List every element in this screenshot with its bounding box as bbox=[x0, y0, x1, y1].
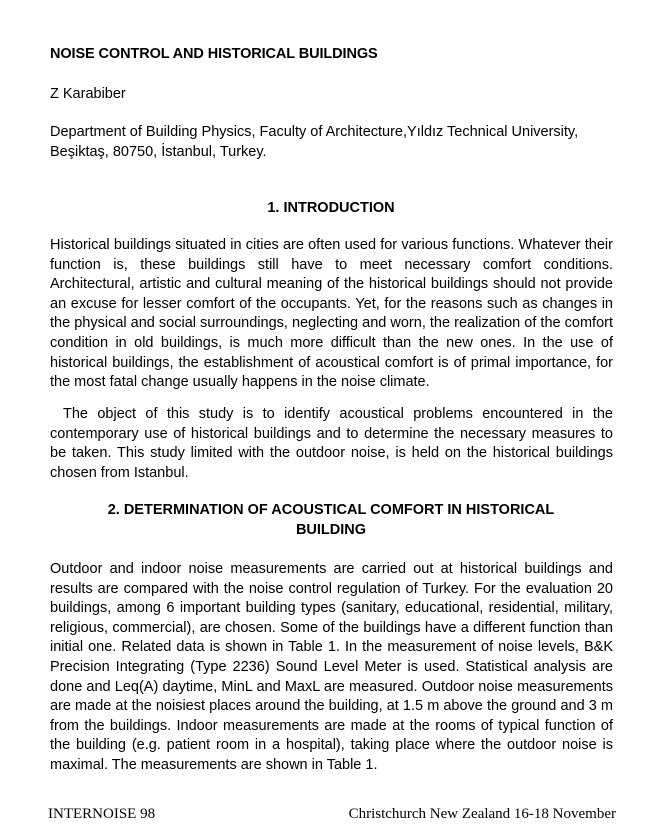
footer-conference: INTERNOISE 98 bbox=[48, 806, 156, 822]
author-name: Z Karabiber bbox=[50, 86, 126, 102]
footer-location-date: Christchurch New Zealand 16-18 November bbox=[348, 806, 616, 822]
section-heading-introduction: 1. INTRODUCTION bbox=[267, 200, 395, 216]
introduction-paragraph-1: Historical buildings situated in cities are often used for various functions. Whatever their function is, these buildings still have to meet necessary comfort conditions. Architectural, artistic and cultural meaning of the historical buildings should not provide an excuse for lesser comfort of the occupants. Yet, for the reasons such as changes in the physical and social surroundings, neglecting and worn, the realization of the comfort condition in old buildings, is much more difficult than the new ones. In the use of historical buildings, the establishment of acoustical comfort is of primal importance, for the most fatal change usually happens in the noise climate. bbox=[50, 237, 613, 391]
section-heading-acoustical-comfort: 2. DETERMINATION OF ACOUSTICAL COMFORT IN HISTORICAL BUILDING bbox=[107, 502, 555, 538]
acoustical-comfort-paragraph: Outdoor and indoor noise measurements are carried out at historical buildings and results are compared with the noise control regulation of Turkey. For the evaluation 20 buildings, among 6 important building types (sanitary, educational, residential, military, religious, commercial), are chosen. Some of the buildings have a different function than initial one. Related data is shown in Table 1. In the measurement of noise levels, B&K Precision Integrating (Type 2236) Sound Level Meter is used. Statistical analysis are done and Leq(A) daytime, MinL and MaxL are measured. Outdoor noise measurements are made at the noisiest places around the building, at 1.5 m above the ground and 3 m from the buildings. Indoor measurements are made at the rooms of typical function of the building (e.g. patient room in a hospital), taking place where the outdoor noise is maximal. The measurements are shown in Table 1. bbox=[50, 561, 613, 773]
author-affiliation: Department of Building Physics, Faculty of Architecture,Yıldız Technical University, Beşiktaş, 80750, İstanbul, Turkey. bbox=[50, 124, 579, 160]
introduction-paragraph-2: The object of this study is to identify acoustical problems encountered in the contemporary use of historical buildings and to determine the necessary measures to be taken. This study limited with the outdoor noise, is held on the historical buildings chosen from Istanbul. bbox=[50, 406, 613, 481]
paper-title: NOISE CONTROL AND HISTORICAL BUILDINGS bbox=[50, 46, 378, 62]
